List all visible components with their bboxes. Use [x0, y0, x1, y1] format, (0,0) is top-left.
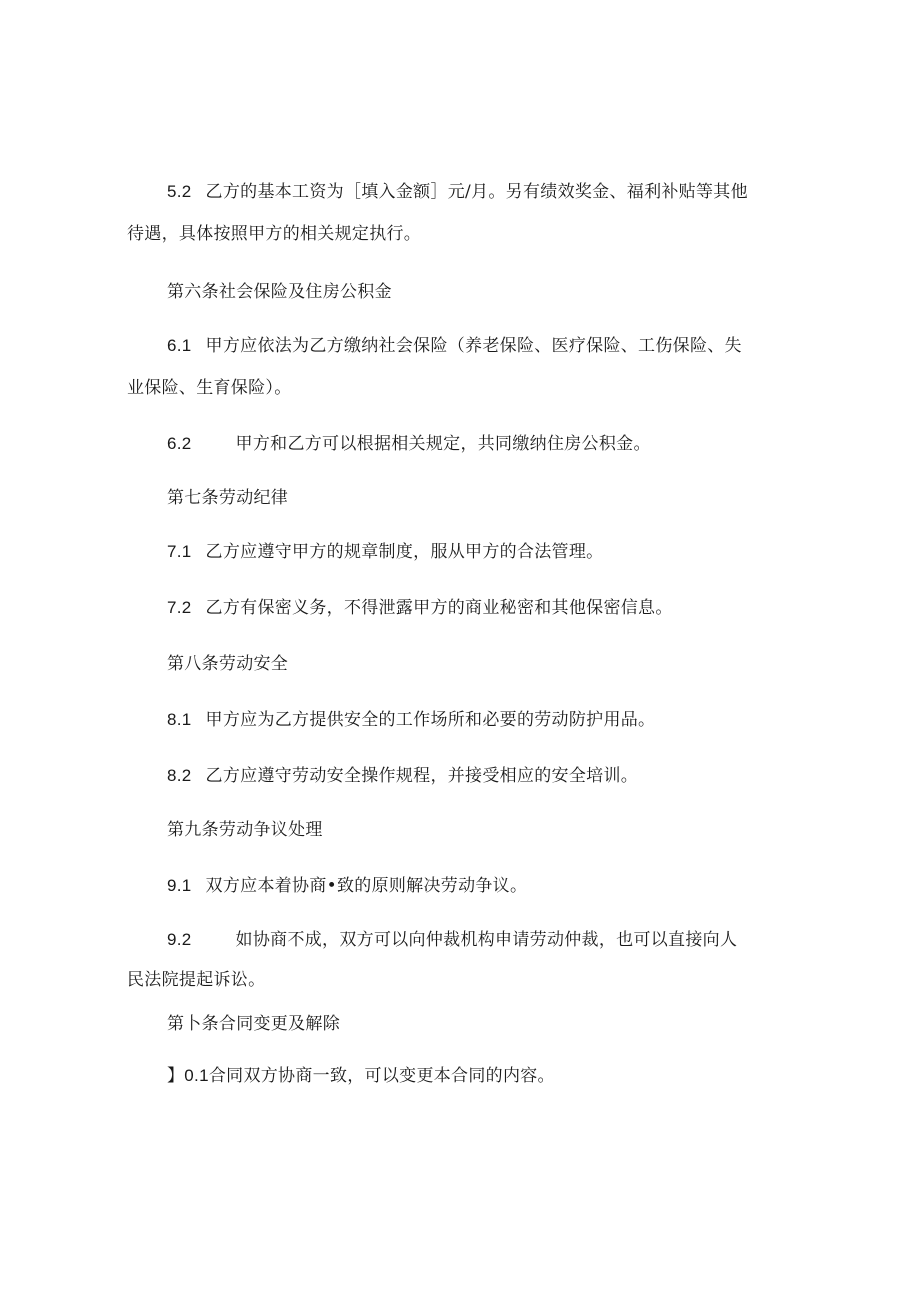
clause-text: 乙方应遵守劳动安全操作规程，并接受相应的安全培训。 [205, 766, 639, 786]
clause-text: 乙方的基本工资为［填入金额］元/月。另有绩效奖金、福利补贴等其他 [205, 182, 748, 202]
section-heading-text: 第六条社会保险及住房公积金 [167, 282, 392, 302]
clause-9-2-line-2 [127, 968, 265, 992]
clause-number: 】0.1 [167, 1066, 209, 1085]
section-heading-text: 第卜条合同变更及解除 [167, 1014, 340, 1034]
clause-number: 9.2 [167, 930, 192, 949]
section-heading-7 [167, 486, 288, 510]
clause-text: 双方应本着协商•致的原则解决劳动争议。 [205, 876, 528, 896]
clause-10-1-line-1 [167, 1064, 555, 1088]
clause-9-1-line-1 [167, 874, 527, 898]
clause-text: 甲方和乙方可以根据相关规定，共同缴纳住房公积金。 [235, 434, 651, 454]
clause-text: 乙方应遵守甲方的规章制度，服从甲方的合法管理。 [205, 542, 604, 562]
clause-text: 乙方有保密义务，不得泄露甲方的商业秘密和其他保密信息。 [205, 598, 673, 618]
clause-number: 6.2 [167, 434, 192, 453]
section-heading-text: 第七条劳动纪律 [167, 488, 289, 508]
clause-text: 合同双方协商一致，可以变更本合同的内容。 [208, 1066, 555, 1086]
clause-5-2-line-2 [127, 222, 421, 246]
clause-text: 甲方应为乙方提供安全的工作场所和必要的劳动防护用品。 [205, 710, 656, 730]
clause-number: 5.2 [167, 182, 192, 201]
clause-text: 业保险、生育保险）。 [127, 378, 292, 398]
clause-8-1-line-1 [167, 708, 655, 732]
section-heading-8 [167, 652, 288, 676]
clause-text: 民法院提起诉讼。 [127, 970, 266, 990]
section-heading-text: 第九条劳动争议处理 [167, 820, 323, 840]
clause-text: 待遇，具体按照甲方的相关规定执行。 [127, 224, 422, 244]
clause-9-2-line-1 [167, 928, 737, 952]
clause-7-2-line-1 [167, 596, 673, 620]
clause-text: 如协商不成，双方可以向仲裁机构申请劳动仲裁，也可以直接向人 [235, 930, 738, 950]
section-heading-6 [167, 280, 392, 304]
clause-7-1-line-1 [167, 540, 603, 564]
section-heading-text: 第八条劳动安全 [167, 654, 289, 674]
section-heading-9 [167, 818, 323, 842]
clause-8-2-line-1 [167, 764, 638, 788]
clause-6-1-line-2 [127, 376, 292, 400]
clause-5-2-line-1 [167, 180, 748, 204]
clause-number: 8.2 [167, 766, 192, 785]
clause-number: 9.1 [167, 876, 192, 895]
clause-number: 8.1 [167, 710, 192, 729]
clause-number: 7.2 [167, 598, 192, 617]
clause-number: 6.1 [167, 336, 192, 355]
clause-text: 甲方应依法为乙方缴纳社会保险（养老保险、医疗保险、工伤保险、失 [205, 336, 742, 356]
section-heading-10 [167, 1012, 340, 1036]
clause-6-2-line-1 [167, 432, 651, 456]
clause-6-1-line-1 [167, 334, 742, 358]
clause-number: 7.1 [167, 542, 192, 561]
